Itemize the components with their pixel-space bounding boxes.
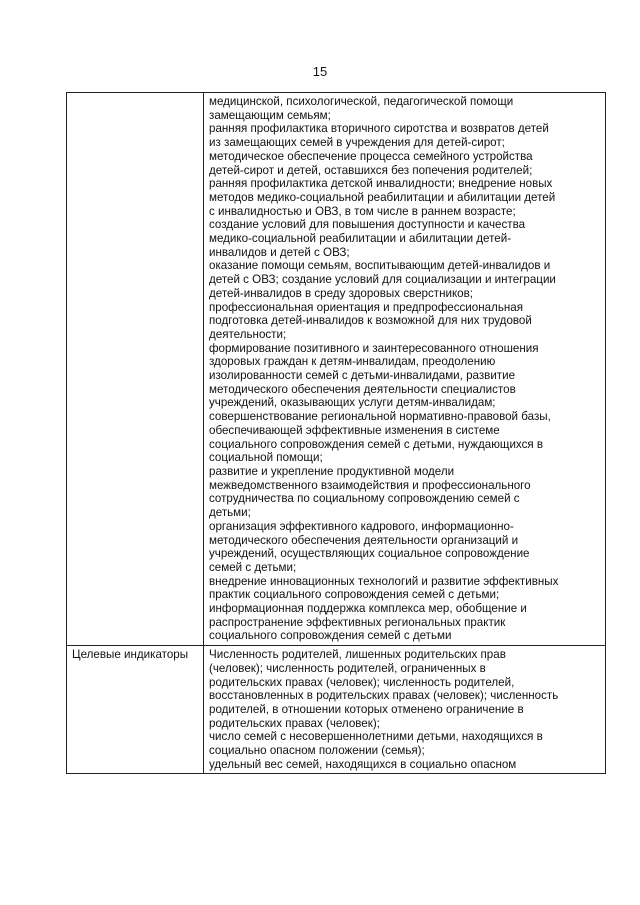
text-line: социального сопровождения семей с детьми, нуждающихся в bbox=[209, 437, 544, 451]
text-line: создание условий для повышения доступности и качества bbox=[209, 218, 526, 232]
text-line: число семей с несовершеннолетними детьми, находящихся в bbox=[209, 730, 543, 744]
text-line: детей-сирот и детей, оставшихся без попечения родителей; bbox=[209, 163, 533, 177]
text-line: родителей, в отношении которых отменено ограничение в bbox=[209, 702, 524, 716]
text-line: сотрудничества по социальному сопровождению семей с bbox=[209, 492, 520, 506]
text-line: детьми; bbox=[209, 506, 251, 520]
text-line: профессиональная ориентация и предпрофессиональная bbox=[209, 300, 523, 314]
text-line: информационная поддержка комплекса мер, обобщение и bbox=[209, 602, 527, 616]
text-line: методическое обеспечение процесса семейного устройства bbox=[209, 149, 533, 163]
row-content-target-indicators bbox=[204, 646, 606, 774]
passport-table bbox=[66, 92, 606, 774]
text-line: оказание помощи семьям, воспитывающим детей-инвалидов и bbox=[209, 259, 551, 273]
text-line: внедрение инновационных технологий и развитие эффективных bbox=[209, 574, 559, 588]
text-line: методического обеспечения деятельности специалистов bbox=[209, 382, 516, 396]
text-line: межведомственного взаимодействия и профессионального bbox=[209, 478, 531, 492]
text-line: семей с детьми; bbox=[209, 560, 297, 574]
text-line: ранняя профилактика вторичного сиротства и возвратов детей bbox=[209, 122, 549, 136]
text-line: социально опасном положении (семья); bbox=[209, 744, 425, 758]
text-line: родительских правах (человек); численность родителей, bbox=[209, 675, 515, 689]
text-line: удельный вес семей, находящихся в социально опасном bbox=[209, 757, 517, 771]
text-line: обеспечивающей эффективные изменения в системе bbox=[209, 423, 500, 437]
text-line: медицинской, психологической, педагогической помощи bbox=[209, 95, 514, 108]
text-line: учреждений, осуществляющих социальное сопровождение bbox=[209, 547, 530, 561]
text-line: деятельности; bbox=[209, 327, 287, 341]
table-row bbox=[67, 646, 606, 774]
text-line: социального сопровождения семей с детьми bbox=[209, 629, 452, 643]
row-label-target-indicators: Целевые индикаторы bbox=[67, 646, 204, 774]
text-line: распространение эффективных региональных практик bbox=[209, 615, 506, 629]
text-line: Численность родителей, лишенных родительских прав bbox=[209, 648, 506, 662]
text-line: практик социального сопровождения семей с детьми; bbox=[209, 588, 500, 602]
text-line: замещающим семьям; bbox=[209, 108, 331, 122]
text-line: (человек); численность родителей, ограниченных в bbox=[209, 661, 486, 675]
row-content bbox=[204, 93, 606, 646]
text-line: формирование позитивного и заинтересованного отношения bbox=[209, 341, 539, 355]
text-line: инвалидов и детей с ОВЗ; bbox=[209, 245, 350, 259]
text-line: восстановленных в родительских правах (человек); численность bbox=[209, 689, 559, 703]
text-line: организация эффективного кадрового, информационно- bbox=[209, 519, 514, 533]
text-line: детей с ОВЗ; создание условий для социализации и интеграции bbox=[209, 273, 556, 287]
row-label bbox=[67, 93, 204, 646]
text-line: медико-социальной реабилитации и абилитации детей- bbox=[209, 232, 512, 246]
table-row bbox=[67, 93, 606, 646]
text-line: социальной помощи; bbox=[209, 451, 323, 465]
text-line: методов медико-социальной реабилитации и абилитации детей bbox=[209, 190, 556, 204]
text-line: учреждений, оказывающих услуги детям-инвалидам; bbox=[209, 396, 496, 410]
text-line: детей-инвалидов в среду здоровых сверстников; bbox=[209, 286, 474, 300]
text-line: развитие и укрепление продуктивной модели bbox=[209, 464, 455, 478]
text-line: здоровых граждан к детям-инвалидам, преодолению bbox=[209, 355, 496, 369]
text-line: ранняя профилактика детской инвалидности; внедрение новых bbox=[209, 177, 553, 191]
text-line: методического обеспечения деятельности организаций и bbox=[209, 533, 519, 547]
text-line: подготовка детей-инвалидов к возможной для них трудовой bbox=[209, 314, 532, 328]
text-line: изолированности семей с детьми-инвалидами, развитие bbox=[209, 369, 516, 383]
text-line: совершенствование региональной нормативно-правовой базы, bbox=[209, 410, 551, 424]
text-line: с инвалидностью и ОВЗ, в том числе в раннем возрасте; bbox=[209, 204, 516, 218]
text-line: из замещающих семей в учреждения для детей-сирот; bbox=[209, 136, 505, 150]
page-number: 15 bbox=[312, 64, 328, 79]
text-line: родительских правах (человек); bbox=[209, 716, 380, 730]
